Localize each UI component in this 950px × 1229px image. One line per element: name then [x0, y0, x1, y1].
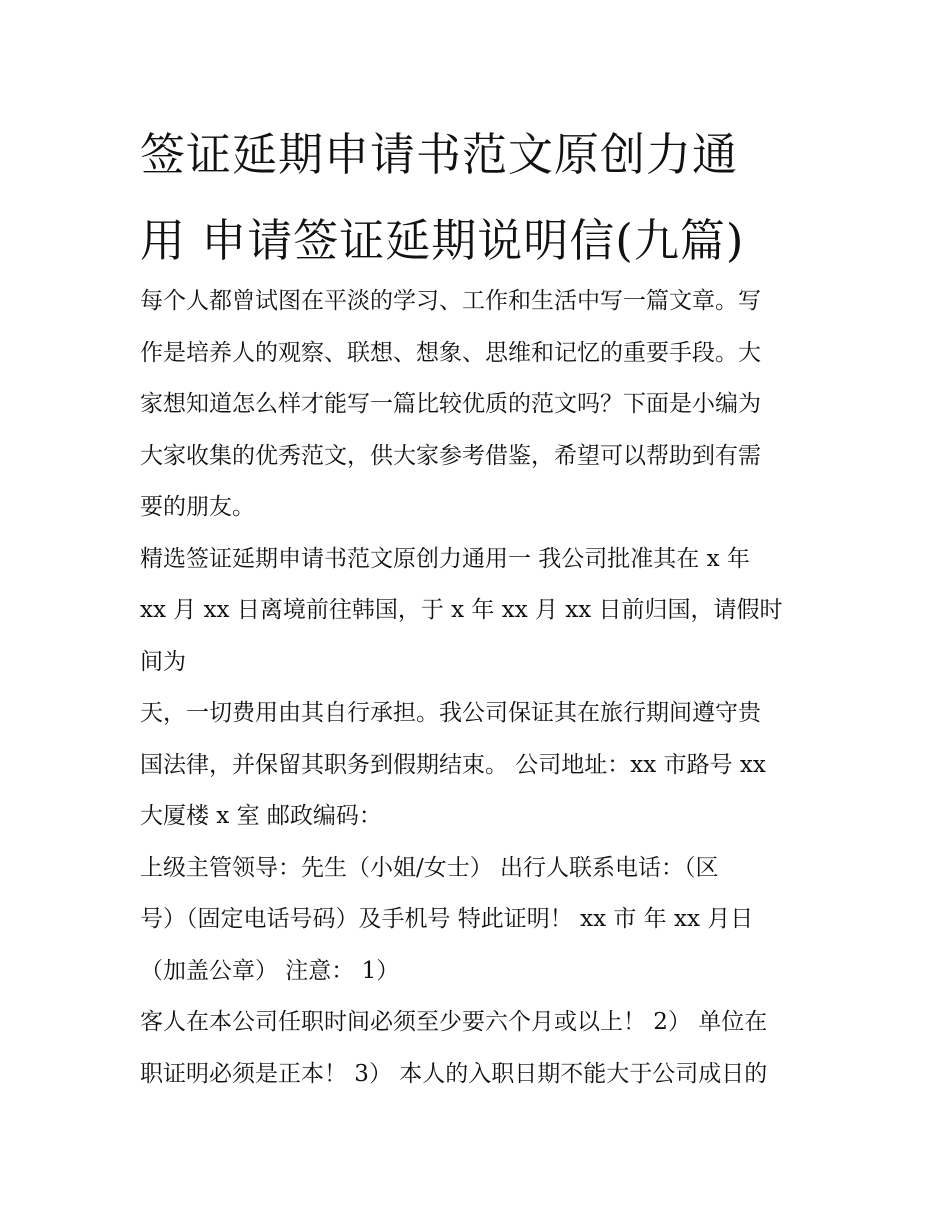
text-line: 家想知道怎么样才能写一篇比较优质的范文吗？下面是小编为: [140, 391, 761, 417]
text-line: 作是培养人的观察、联想、想象、思维和记忆的重要手段。大: [140, 339, 761, 366]
title-line-1: 签证延期申请书范文原创力通: [140, 128, 739, 181]
text-line: 天，一切费用由其自行承担。我公司保证其在旅行期间遵守贵: [140, 700, 761, 726]
paragraph-notes: [140, 997, 830, 1100]
text-line: 客人在本公司任职时间必须至少要六个月或以上！ 2） 单位在: [140, 1009, 768, 1035]
text-line: 国法律，并保留其职务到假期结束。 公司地址：xx 市路号 xx: [140, 751, 766, 778]
paragraph-guarantee: [140, 688, 830, 843]
text-line: 间为: [140, 648, 186, 675]
paragraph-intro: [140, 276, 830, 534]
paragraph-contact: [140, 843, 830, 998]
document-title: [140, 112, 820, 284]
text-line: xx 月 xx 日离境前往韩国，于 x 年 xx 月 xx 日前归国，请假时: [140, 597, 783, 623]
document-body: [140, 276, 830, 1100]
text-line: 大厦楼 x 室 邮政编码：: [140, 803, 382, 829]
paragraph-sample-one: [140, 534, 830, 689]
text-line: 大家收集的优秀范文，供大家参考借鉴，希望可以帮助到有需: [140, 442, 761, 469]
text-line: 职证明必须是正本！ 3） 本人的入职日期不能大于公司成日的: [140, 1060, 768, 1087]
text-line: 要的朋友。: [140, 494, 255, 520]
text-line: 号）（固定电话号码）及手机号 特此证明！ xx 市 年 xx 月日: [140, 906, 754, 932]
text-line: （加盖公章） 注意： 1）: [140, 957, 400, 984]
text-line: 上级主管领导：先生（小姐/女士） 出行人联系电话：（区: [140, 854, 719, 881]
text-line: 每个人都曾试图在平淡的学习、工作和生活中写一篇文章。写: [140, 288, 761, 314]
text-line: 精选签证延期申请书范文原创力通用一 我公司批准其在 x 年: [140, 545, 750, 572]
title-line-2: 用 申请签证延期说明信(九篇): [140, 214, 745, 267]
